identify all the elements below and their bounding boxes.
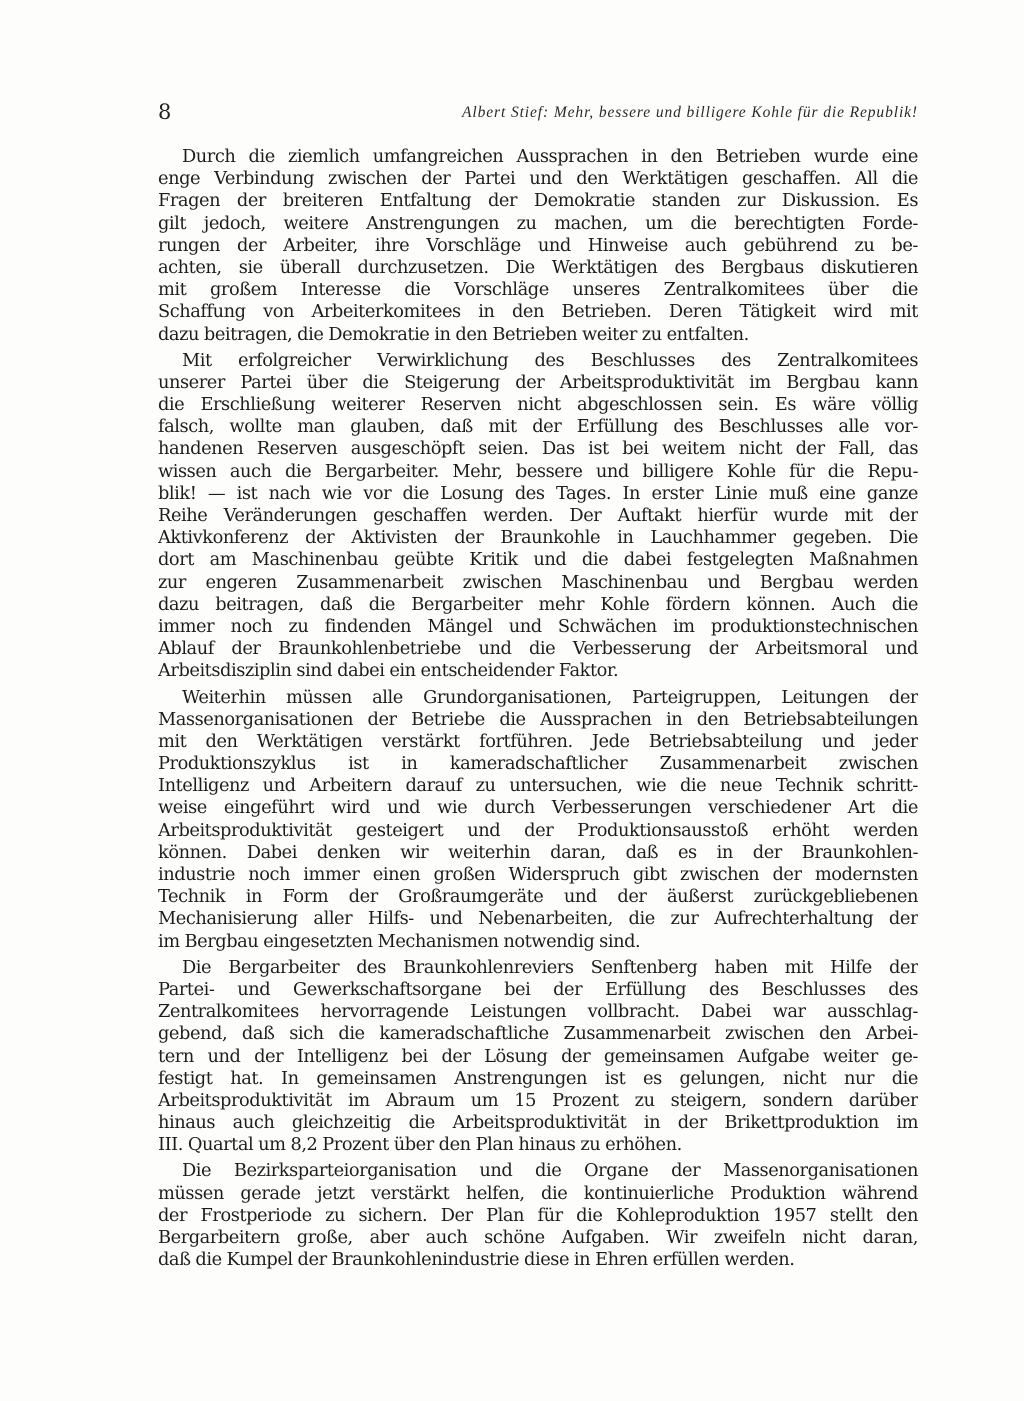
text-line: Intelligenz und Arbeitern darauf zu untersuchen, wie die neue Technik schritt- <box>158 775 918 797</box>
text-line: weise eingeführt wird und wie durch Verbesserungen verschiedener Art die <box>158 797 918 819</box>
text-line: festigt hat. In gemeinsamen Anstrengungen ist es gelungen, nicht nur die <box>158 1067 918 1089</box>
text-line: Mechanisierung aller Hilfs- und Nebenarbeiten, die zur Aufrechterhaltung der <box>158 908 918 930</box>
text-line: Aktivkonferenz der Aktivisten der Braunkohle in Lauchhammer gegeben. Die <box>158 527 918 549</box>
text-line: Massenorganisationen der Betriebe die Aussprachen in den Betriebsabteilungen <box>158 708 918 730</box>
text-line: hinaus auch gleichzeitig die Arbeitsproduktivität in der Brikettproduktion im <box>158 1112 918 1134</box>
text-line: unserer Partei über die Steigerung der Arbeitsproduktivität im Bergbau kann <box>158 371 918 393</box>
page-number: 8 <box>158 100 172 124</box>
text-line: wissen auch die Bergarbeiter. Mehr, bessere und billigere Kohle für die Repu- <box>158 460 918 482</box>
text-line: mit großem Interesse die Vorschläge unseres Zentralkomitees über die <box>158 279 918 301</box>
text-line: Weiterhin müssen alle Grundorganisationen, Parteigruppen, Leitungen der <box>182 686 918 708</box>
text-line: können. Dabei denken wir weiterhin daran, daß es in der Braunkohlen- <box>158 841 918 863</box>
text-line: Die Bezirksparteiorganisation und die Organe der Massenorganisationen <box>182 1160 918 1182</box>
text-line: Mit erfolgreicher Verwirklichung des Beschlusses des Zentralkomitees <box>182 349 918 371</box>
text-line: Technik in Form der Großraumgeräte und der äußerst zurückgebliebenen <box>158 886 918 908</box>
text-line: Zentralkomitees hervorragende Leistungen vollbracht. Dabei war ausschlag- <box>158 1001 918 1023</box>
text-line: Reihe Veränderungen geschaffen werden. Der Auftakt hierfür wurde mit der <box>158 505 918 526</box>
text-line: enge Verbindung zwischen der Partei und den Werktätigen geschaffen. All die <box>158 168 918 190</box>
text-line: blik! — ist nach wie vor die Losung des Tages. In erster Linie muß eine ganze <box>158 482 918 504</box>
text-line: tern und der Intelligenz bei der Lösung der gemeinsamen Aufgabe weiter ge- <box>158 1045 918 1067</box>
paragraph-3 <box>158 687 918 953</box>
text-line: Arbeitsproduktivität im Abraum um 15 Prozent zu steigern, sondern darüber <box>158 1089 918 1111</box>
paragraph-4 <box>158 957 918 1157</box>
text-line: Schaffung von Arbeiterkomitees in den Betrieben. Deren Tätigkeit wird mit <box>158 301 918 323</box>
text-line: Arbeitsdisziplin sind dabei ein entscheidender Faktor. <box>158 660 619 682</box>
text-line: Durch die ziemlich umfangreichen Aussprachen in den Betrieben wurde eine <box>182 146 918 167</box>
text-line: immer noch zu findenden Mängel und Schwächen im produktionstechnischen <box>158 615 918 637</box>
paragraph-2 <box>158 350 918 683</box>
text-line: Bergarbeitern große, aber auch schöne Aufgaben. Wir zweifeln nicht daran, <box>158 1227 918 1248</box>
text-line: Partei- und Gewerkschaftsorgane bei der Erfüllung des Beschlusses des <box>158 978 918 1000</box>
text-line: Arbeitsproduktivität gesteigert und der Produktionsausstoß erhöht werden <box>158 819 918 841</box>
text-line: daß die Kumpel der Braunkohlenindustrie diese in Ehren erfüllen werden. <box>158 1249 795 1271</box>
text-line: zur engeren Zusammenarbeit zwischen Maschinenbau und Bergbau werden <box>158 571 918 593</box>
text-line: mit den Werktätigen verstärkt fortführen. Jede Betriebsabteilung und jeder <box>158 730 918 752</box>
text-line: falsch, wollte man glauben, daß mit der Erfüllung des Beschlusses alle vor- <box>158 416 918 438</box>
text-line: Fragen der breiteren Entfaltung der Demokratie standen zur Diskussion. Es <box>158 190 918 212</box>
text-line: Produktionszyklus ist in kameradschaftlicher Zusammenarbeit zwischen <box>158 753 918 775</box>
text-line: Ablauf der Braunkohlenbetriebe und die Verbesserung der Arbeitsmoral und <box>158 638 918 660</box>
text-line: gebend, daß sich die kameradschaftliche Zusammenarbeit zwischen den Arbei- <box>158 1023 918 1045</box>
body-text <box>158 146 918 1275</box>
text-line: III. Quartal um 8,2 Prozent über den Plan hinaus zu erhöhen. <box>158 1134 682 1156</box>
text-line: im Bergbau eingesetzten Mechanismen notwendig sind. <box>158 930 641 952</box>
running-title: Albert Stief: Mehr, bessere und billigere Kohle für die Republik! <box>462 104 918 121</box>
text-line: handenen Reserven ausgeschöpft seien. Das ist bei weitem nicht der Fall, das <box>158 438 918 460</box>
text-line: Die Bergarbeiter des Braunkohlenreviers Senftenberg haben mit Hilfe der <box>182 956 918 978</box>
text-line: müssen gerade jetzt verstärkt helfen, die kontinuierliche Produktion während <box>158 1182 918 1204</box>
paragraph-5 <box>158 1160 918 1271</box>
text-line: industrie noch immer einen großen Widerspruch gibt zwischen der modernsten <box>158 864 918 885</box>
text-line: rungen der Arbeiter, ihre Vorschläge und Hinweise auch gebührend zu be- <box>158 234 918 256</box>
text-line: dazu beitragen, daß die Bergarbeiter mehr Kohle fördern können. Auch die <box>158 593 918 615</box>
text-line: der Frostperiode zu sichern. Der Plan für die Kohleproduktion 1957 stellt den <box>158 1204 918 1226</box>
text-line: dazu beitragen, die Demokratie in den Betrieben weiter zu entfalten. <box>158 323 749 345</box>
text-line: die Erschließung weiterer Reserven nicht abgeschlossen sein. Es wäre völlig <box>158 394 918 416</box>
running-header <box>158 96 918 128</box>
paragraph-1 <box>158 146 918 346</box>
text-line: achten, sie überall durchzusetzen. Die Werktätigen des Bergbaus diskutieren <box>158 256 918 278</box>
text-line: gilt jedoch, weitere Anstrengungen zu machen, um die berechtigten Forde- <box>158 212 918 234</box>
text-line: dort am Maschinenbau geübte Kritik und die dabei festgelegten Maßnahmen <box>158 549 918 571</box>
